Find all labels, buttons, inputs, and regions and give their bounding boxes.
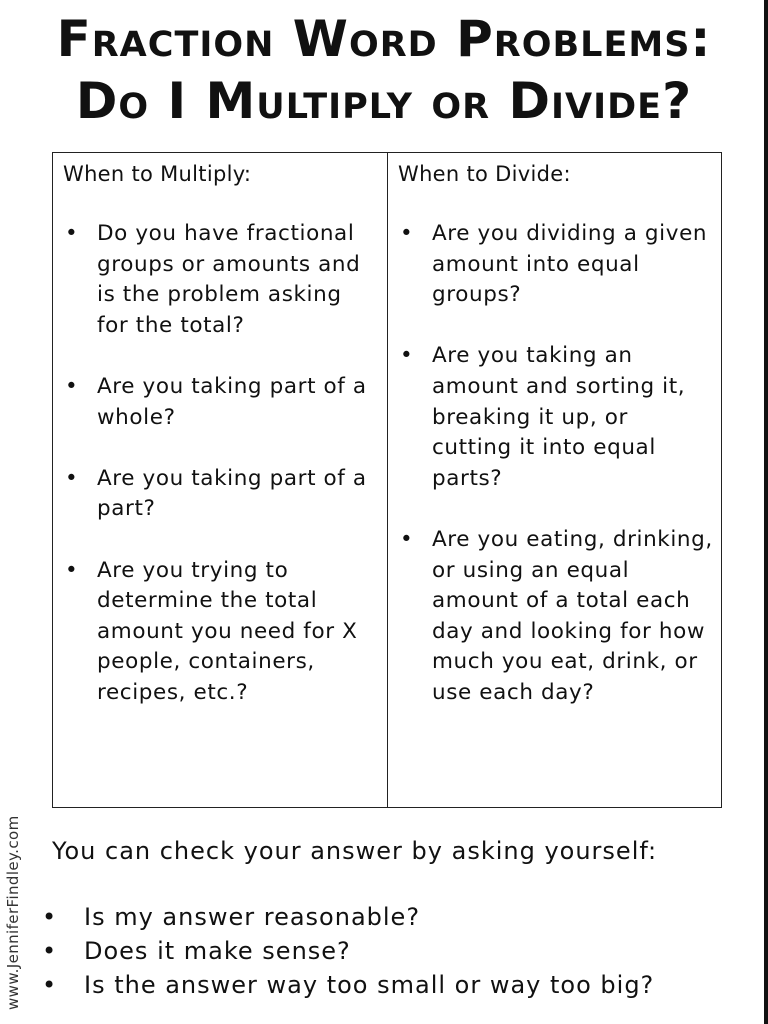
multiply-column-header: When to Multiply: xyxy=(63,162,252,186)
check-item: • Is the answer way too small or way too big? xyxy=(40,968,654,1002)
divide-list xyxy=(398,219,713,709)
page-title xyxy=(0,8,768,132)
check-list xyxy=(40,900,654,1002)
multiply-item: • Are you taking part of a whole? xyxy=(63,372,379,433)
divide-column-header: When to Divide: xyxy=(398,162,571,186)
comparison-table xyxy=(52,152,722,808)
divide-column xyxy=(387,153,721,807)
title-line-1: Fraction Word Problems: xyxy=(56,10,712,68)
title-line-2: Do I Multiply or Divide? xyxy=(75,72,693,130)
multiply-column xyxy=(53,153,387,807)
divide-item: • Are you eating, drinking, or using an equal amount of a total each day and looking for how much you eat, drink, or use each day? xyxy=(398,525,713,709)
page-border xyxy=(764,0,768,1024)
divide-item: • Are you taking an amount and sorting it, breaking it up, or cutting it into equal parts? xyxy=(398,341,713,494)
check-item: • Is my answer reasonable? xyxy=(40,900,654,934)
multiply-item: • Do you have fractional groups or amounts and is the problem asking for the total? xyxy=(63,219,379,341)
divide-item: • Are you dividing a given amount into equal groups? xyxy=(398,219,713,311)
multiply-item: • Are you trying to determine the total amount you need for X people, containers, recipes, etc.? xyxy=(63,556,379,709)
multiply-item: • Are you taking part of a part? xyxy=(63,464,379,525)
check-intro: You can check your answer by asking yourself: xyxy=(52,837,658,865)
check-item: • Does it make sense? xyxy=(40,934,654,968)
multiply-list xyxy=(63,219,379,709)
website-watermark: www.JenniferFindley.com xyxy=(4,815,22,1010)
